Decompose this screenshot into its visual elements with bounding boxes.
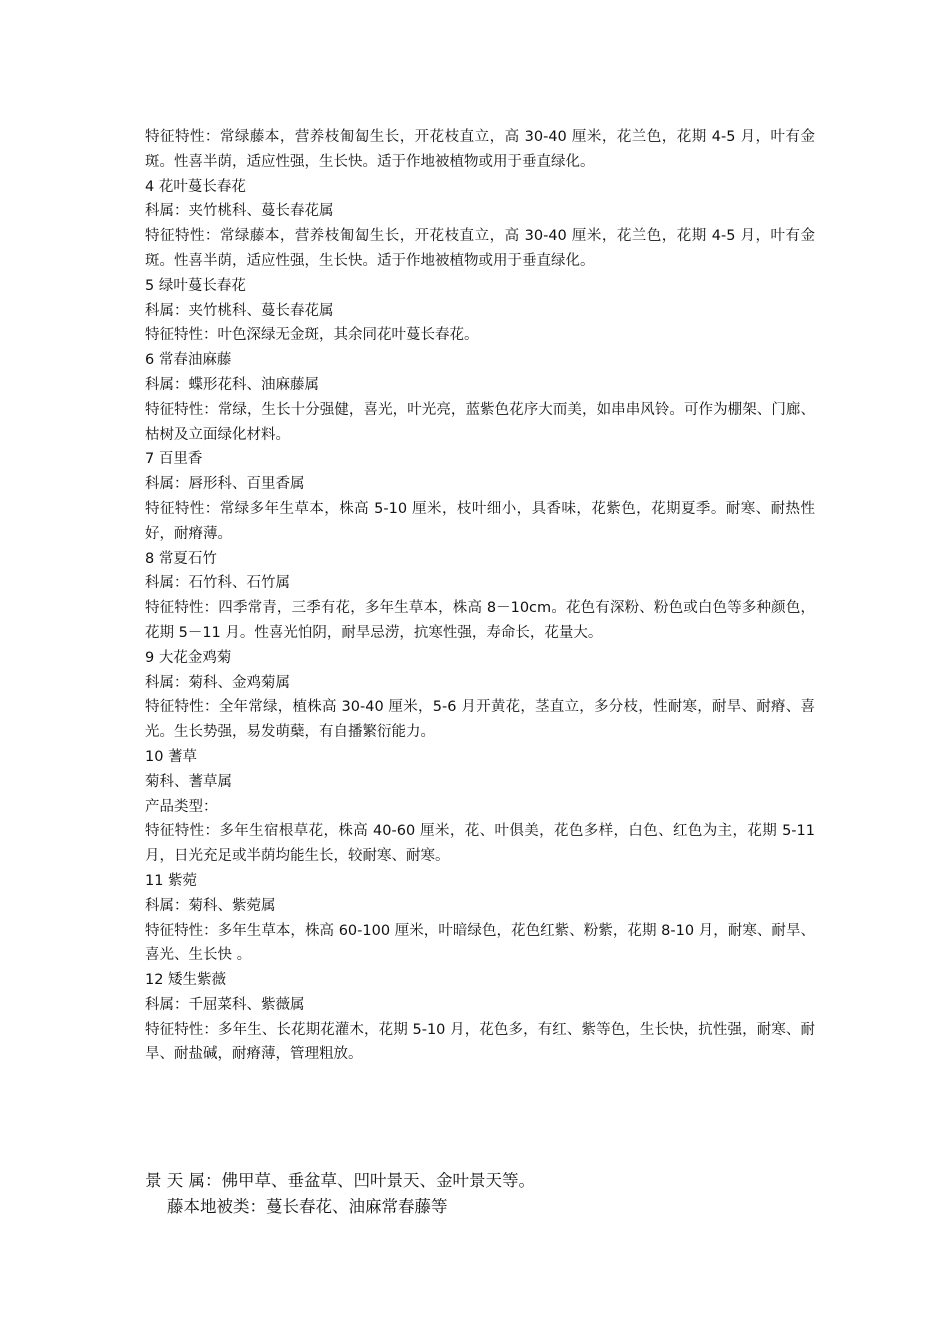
- text-paragraph: 特征特性：常绿藤本，营养枝匍匐生长，开花枝直立，高 30-40 厘米，花兰色，花期 4-5 月，叶有金斑。性喜半荫，适应性强，生长快。适于作地被植物或用于垂直绿化。: [145, 228, 815, 269]
- text-paragraph: 特征特性：多年生草本，株高 60-100 厘米，叶暗绿色，花色红紫、粉紫，花期 8-10 月，耐寒、耐旱、喜光、生长快 。: [145, 922, 815, 964]
- family-line: 菊科、蓍草属: [145, 773, 232, 790]
- family-line: 科属：石竹科、石竹属: [145, 575, 290, 592]
- category-summary: [145, 1168, 815, 1220]
- plant-heading: 8 常夏石竹: [145, 550, 217, 567]
- text-paragraph: 特征特性：常绿藤本，营养枝匍匐生长，开花枝直立，高 30-40 厘米，花兰色，花期 4-5 月，叶有金斑。性喜半荫，适应性强，生长快。适于作地被植物或用于垂直绿化。: [145, 129, 815, 170]
- text-paragraph: 特征特性：多年生宿根草花，株高 40-60 厘米，花、叶俱美，花色多样，白色、红色为主，花期 5-11 月，日光充足或半荫均能生长，较耐寒、耐寒。: [145, 823, 815, 865]
- text-paragraph: 特征特性：多年生、长花期花灌木，花期 5-10 月，花色多，有红、紫等色，生长快，抗性强，耐寒、耐旱、耐盐碱，耐瘠薄，管理粗放。: [145, 1021, 815, 1063]
- product-type-line: 产品类型：: [145, 798, 218, 815]
- text-paragraph: 特征特性：全年常绿，植株高 30-40 厘米，5-6 月开黄花，茎直立，多分枝，性耐寒，耐旱、耐瘠、喜光。生长势强，易发萌蘖，有自播繁衍能力。: [145, 699, 815, 741]
- text-paragraph: 特征特性：叶色深绿无金斑，其余同花叶蔓长春花。: [145, 327, 479, 344]
- sedum-line: 景 天 属：佛甲草、垂盆草、凹叶景天、金叶景天等。: [145, 1171, 535, 1190]
- family-line: 科属：蝶形花科、油麻藤属: [145, 376, 319, 393]
- family-line: 科属：千屈菜科、紫薇属: [145, 996, 305, 1013]
- plant-heading: 4 花叶蔓长春花: [145, 178, 246, 195]
- plant-list-content: [145, 125, 815, 1067]
- family-line: 科属：菊科、金鸡菊属: [145, 674, 290, 691]
- family-line: 科属：唇形科、百里香属: [145, 476, 305, 493]
- text-paragraph: 特征特性：常绿多年生草本，株高 5-10 厘米，枝叶细小，具香味，花紫色，花期夏季。耐寒、耐热性好，耐瘠薄。: [145, 500, 815, 542]
- plant-heading: 6 常春油麻藤: [145, 352, 232, 369]
- plant-heading: 5 绿叶蔓长春花: [145, 277, 246, 294]
- text-paragraph: 特征特性：常绿，生长十分强健，喜光，叶光亮，蓝紫色花序大而美，如串串风铃。可作为棚架、门廊、枯树及立面绿化材料。: [145, 401, 815, 443]
- plant-heading: 12 矮生紫薇: [145, 972, 227, 989]
- family-line: 科属：夹竹桃科、蔓长春花属: [145, 203, 334, 220]
- vine-groundcover-line: 藤本地被类：蔓长春花、油麻常春藤等: [167, 1197, 448, 1216]
- plant-heading: 9 大花金鸡菊: [145, 649, 232, 666]
- family-line: 科属：菊科、紫菀属: [145, 897, 276, 914]
- plant-heading: 11 紫菀: [145, 872, 198, 889]
- family-line: 科属：夹竹桃科、蔓长春花属: [145, 302, 334, 319]
- text-paragraph: 特征特性：四季常青，三季有花，多年生草本，株高 8－10cm。花色有深粉、粉色或白色等多种颜色，花期 5－11 月。性喜光怕阴，耐旱忌涝，抗寒性强，寿命长，花量大。: [145, 600, 815, 641]
- plant-heading: 10 蓍草: [145, 748, 198, 765]
- plant-heading: 7 百里香: [145, 451, 203, 468]
